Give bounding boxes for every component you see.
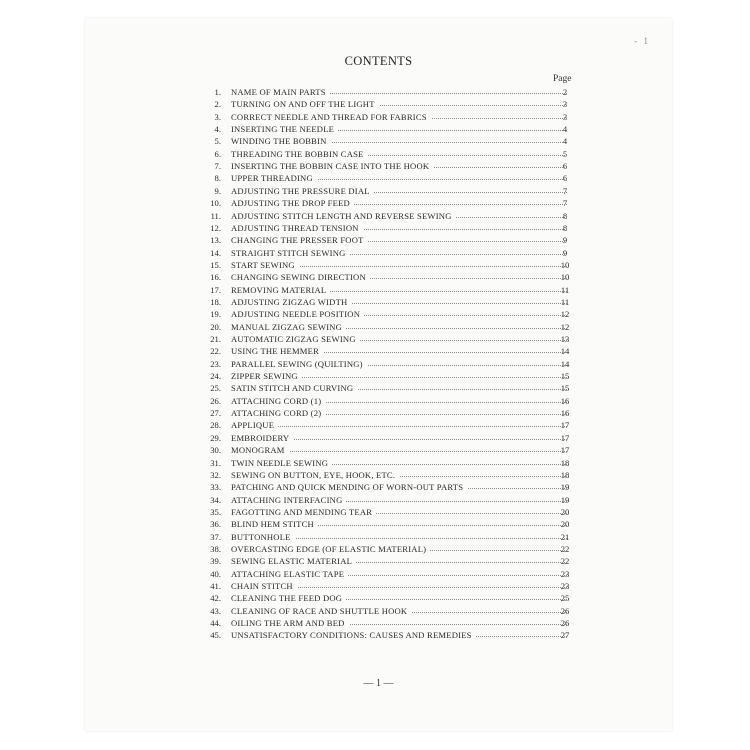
- toc-entry-page: 18: [560, 457, 570, 468]
- toc-entry: [85, 457, 672, 469]
- toc-entry-number: 15.: [210, 259, 221, 270]
- toc-entry-page: 20: [560, 519, 570, 530]
- toc-entry-page: 23: [560, 581, 570, 591]
- toc-entry-page: 7: [562, 198, 568, 209]
- toc-entry-label: OILING THE ARM AND BED: [231, 617, 349, 629]
- toc-entry: [85, 185, 672, 197]
- toc-entry-number: 20.: [210, 321, 221, 332]
- toc-entry-label: PARALLEL SEWING (QUILTING): [231, 358, 367, 370]
- toc-entry-number: 23.: [210, 358, 221, 369]
- toc-entry-label: USING THE HEMMER: [231, 345, 323, 357]
- toc-entry-label: BLIND HEM STITCH: [231, 518, 318, 530]
- toc-entry-number: 13.: [210, 235, 221, 246]
- toc-entry-page: 27: [560, 630, 570, 641]
- toc-entry-label: ADJUSTING THE PRESSURE DIAL: [231, 185, 374, 197]
- toc-entry-label: CHANGING SEWING DIRECTION: [231, 271, 370, 283]
- toc-entry-page: 8: [562, 222, 568, 233]
- page-title: CONTENTS: [344, 54, 413, 68]
- toc-entry-page: 15: [560, 383, 570, 394]
- toc-entry-number: 32.: [210, 469, 221, 480]
- toc-entry: [85, 580, 672, 592]
- toc-entry-number: 29.: [210, 432, 221, 443]
- toc-entry-page: 14: [560, 358, 570, 369]
- toc-entry-page: 13: [560, 334, 570, 344]
- toc-entry-label: ATTACHING CORD (1): [231, 395, 325, 407]
- toc-entry: [85, 222, 672, 234]
- toc-entry-page: 21: [560, 531, 570, 542]
- toc-entry-label: TWIN NEEDLE SEWING: [231, 457, 332, 469]
- toc-entry-label: REMOVING MATERIAL: [231, 284, 330, 296]
- corner-mark: - 1: [634, 36, 650, 46]
- toc-entry-label: OVERCASTING EDGE (OF ELASTIC MATERIAL): [231, 543, 430, 555]
- toc-entry-number: 22.: [210, 346, 221, 357]
- toc-entry: [85, 629, 672, 641]
- toc-entry-number: 10.: [210, 198, 221, 209]
- toc-entry: [85, 568, 672, 580]
- toc-entry: [85, 419, 672, 431]
- toc-entry-number: 24.: [210, 371, 221, 382]
- toc-entry-page: 18: [560, 469, 570, 480]
- toc-entry-label: FAGOTTING AND MENDING TEAR: [231, 506, 376, 518]
- toc-entry-label: ATTACHING ELASTIC TAPE: [231, 568, 348, 580]
- toc-entry: [85, 531, 672, 543]
- toc-entry-page: 25: [560, 593, 570, 604]
- toc-entry-page: 26: [560, 605, 570, 616]
- toc-entry-number: 14.: [210, 247, 221, 258]
- toc-entry: [85, 259, 672, 271]
- toc-entry-label: ADJUSTING ZIGZAG WIDTH: [231, 296, 351, 308]
- toc-entry: [85, 370, 672, 382]
- page-number-footer: — 1 —: [363, 678, 394, 689]
- toc-entry: [85, 160, 672, 172]
- toc-entry-label: ATTACHING CORD (2): [231, 407, 325, 419]
- toc-entry-page: 8: [562, 210, 568, 221]
- toc-entry: [85, 345, 672, 357]
- toc-entry-number: 4.: [214, 124, 221, 135]
- toc-entry-label: MONOGRAM: [231, 444, 289, 456]
- toc-entry-page: 17: [560, 445, 570, 456]
- toc-entry-number: 7.: [214, 161, 221, 172]
- toc-entry: [85, 86, 672, 98]
- toc-entry-number: 28.: [210, 420, 221, 431]
- toc-entry-label: INSERTING THE NEEDLE: [231, 123, 338, 135]
- toc-entry-label: START SEWING: [231, 259, 299, 271]
- toc-entry-label: SEWING ON BUTTON, EYE, HOOK, ETC.: [231, 469, 399, 481]
- toc-entry-number: 43.: [210, 605, 221, 616]
- toc-entry-number: 41.: [210, 581, 221, 591]
- toc-entry-number: 5.: [214, 136, 221, 147]
- toc-entry-label: ZIPPER SEWING: [231, 370, 302, 382]
- toc-entry: [85, 506, 672, 518]
- toc-entry-page: 22: [560, 556, 570, 567]
- toc-entry: [85, 111, 672, 123]
- toc-entry-page: 9: [562, 235, 568, 246]
- toc-entry-label: UPPER THREADING: [231, 172, 317, 184]
- toc-entry-label: STRAIGHT STITCH SEWING: [231, 247, 350, 259]
- page-column-header: Page: [553, 74, 572, 84]
- toc-entry-page: 11: [560, 296, 570, 307]
- toc-entry-label: APPLIQUE: [231, 419, 278, 431]
- toc-entry-label: SEWING ELASTIC MATERIAL: [231, 555, 356, 567]
- toc-entry-number: 36.: [210, 519, 221, 530]
- toc-entry-number: 9.: [214, 185, 221, 196]
- toc-entry-label: CLEANING OF RACE AND SHUTTLE HOOK: [231, 605, 411, 617]
- toc-entry-page: 3: [562, 99, 568, 110]
- toc-entry-page: 10: [560, 259, 570, 270]
- toc-entry-label: SATIN STITCH AND CURVING: [231, 382, 357, 394]
- toc-entry: [85, 555, 672, 567]
- toc-entry-page: 11: [560, 284, 570, 295]
- toc-entry-number: 37.: [210, 531, 221, 542]
- toc-entry: [85, 271, 672, 283]
- toc-entry: [85, 382, 672, 394]
- toc-entry-number: 1.: [214, 87, 221, 97]
- toc-entry-number: 33.: [210, 482, 221, 493]
- toc-entry-number: 39.: [210, 556, 221, 567]
- toc-entry: [85, 321, 672, 333]
- toc-entry-label: ATTACHING INTERFACING: [231, 494, 346, 506]
- toc-entry-label: INSERTING THE BOBBIN CASE INTO THE HOOK: [231, 160, 433, 172]
- toc-entry: [85, 234, 672, 246]
- toc-entry: [85, 592, 672, 604]
- toc-entry: [85, 543, 672, 555]
- toc-entry-page: 12: [560, 321, 570, 332]
- toc-entry-number: 12.: [210, 222, 221, 233]
- toc-entry: [85, 469, 672, 481]
- toc-entry-page: 17: [560, 420, 570, 431]
- toc-entry-label: AUTOMATIC ZIGZAG SEWING: [231, 333, 360, 345]
- toc-entry-label: ADJUSTING THE DROP FEED: [231, 197, 354, 209]
- toc-entry-page: 7: [562, 185, 568, 196]
- toc-entry-page: 5: [562, 148, 568, 159]
- toc-entry-number: 26.: [210, 395, 221, 406]
- toc-entry-page: 16: [560, 408, 570, 419]
- toc-entry-page: 12: [560, 309, 570, 320]
- toc-entry-number: 6.: [214, 148, 221, 159]
- toc-entry: [85, 444, 672, 456]
- toc-entry-label: TURNING ON AND OFF THE LIGHT: [231, 98, 379, 110]
- toc-entry-page: 15: [560, 371, 570, 382]
- toc-entry-number: 11.: [210, 210, 221, 221]
- toc-entry-number: 31.: [210, 457, 221, 468]
- toc-entry-page: 4: [562, 124, 568, 135]
- dot-leader: [235, 426, 567, 427]
- toc-entry-page: 19: [560, 494, 570, 505]
- toc-entry-number: 40.: [210, 568, 221, 579]
- toc-entry-page: 22: [560, 543, 570, 554]
- toc-entry-label: PATCHING AND QUICK MENDING OF WORN-OUT PARTS: [231, 481, 467, 493]
- toc-entry-number: 44.: [210, 618, 221, 629]
- toc-entry-label: UNSATISFACTORY CONDITIONS: CAUSES AND REMEDIES: [231, 629, 476, 641]
- toc-entry-label: CHAIN STITCH: [231, 580, 297, 592]
- toc-entry-number: 30.: [210, 445, 221, 456]
- toc-entry: [85, 481, 672, 493]
- toc-entry-page: 6: [562, 173, 568, 184]
- toc-entry: [85, 333, 672, 345]
- toc-entry: [85, 284, 672, 296]
- toc-entry-number: 16.: [210, 272, 221, 283]
- toc-entry-page: 16: [560, 395, 570, 406]
- toc-entry: [85, 494, 672, 506]
- toc-entry-page: 17: [560, 432, 570, 443]
- toc-entry-page: 23: [560, 568, 570, 579]
- toc-entry: [85, 296, 672, 308]
- toc-entry: [85, 432, 672, 444]
- toc-entry-label: WINDING THE BOBBIN: [231, 135, 331, 147]
- toc-entry: [85, 197, 672, 209]
- toc-entry-page: 26: [560, 618, 570, 629]
- toc-entry-number: 2.: [214, 99, 221, 110]
- toc-entry-number: 35.: [210, 506, 221, 517]
- toc-entry: [85, 605, 672, 617]
- toc-entry-label: BUTTONHOLE: [231, 531, 295, 543]
- toc-entry-page: 3: [562, 111, 568, 122]
- toc-entry-label: THREADING THE BOBBIN CASE: [231, 148, 368, 160]
- toc-entry-label: NAME OF MAIN PARTS: [231, 86, 330, 98]
- toc-entry: [85, 247, 672, 259]
- toc-entry-number: 21.: [210, 334, 221, 344]
- toc-entry: [85, 123, 672, 135]
- toc-entry-label: ADJUSTING STITCH LENGTH AND REVERSE SEWING: [231, 210, 456, 222]
- toc-entry-page: 2: [562, 87, 568, 97]
- toc-entry-label: CORRECT NEEDLE AND THREAD FOR FABRICS: [231, 111, 431, 123]
- toc-entry: [85, 308, 672, 320]
- toc-entry-number: 8.: [214, 173, 221, 184]
- toc-entry-number: 45.: [210, 630, 221, 641]
- toc-entry: [85, 210, 672, 222]
- toc-entry-number: 17.: [210, 284, 221, 295]
- toc-entry: [85, 407, 672, 419]
- toc-entry: [85, 395, 672, 407]
- toc-entry-page: 19: [560, 482, 570, 493]
- toc-entry-number: 38.: [210, 543, 221, 554]
- toc-entry-number: 3.: [214, 111, 221, 122]
- toc-entry: [85, 518, 672, 530]
- toc-entry-number: 18.: [210, 296, 221, 307]
- toc-entry-label: CLEANING THE FEED DOG: [231, 592, 346, 604]
- toc-entry: [85, 98, 672, 110]
- toc-entry-number: 19.: [210, 309, 221, 320]
- toc-entry-label: ADJUSTING THREAD TENSION: [231, 222, 363, 234]
- toc-entry-label: EMBROIDERY: [231, 432, 293, 444]
- toc-entry-number: 34.: [210, 494, 221, 505]
- toc-entry-number: 42.: [210, 593, 221, 604]
- toc-entry-label: MANUAL ZIGZAG SEWING: [231, 321, 346, 333]
- toc-entry: [85, 135, 672, 147]
- toc-entry-label: CHANGING THE PRESSER FOOT: [231, 234, 368, 246]
- toc-entry-number: 27.: [210, 408, 221, 419]
- toc-entry: [85, 358, 672, 370]
- toc-entry: [85, 172, 672, 184]
- toc-entry-page: 14: [560, 346, 570, 357]
- toc-entry-page: 9: [562, 247, 568, 258]
- document-page: [85, 18, 672, 731]
- toc-entry-page: 4: [562, 136, 568, 147]
- toc-entry-page: 10: [560, 272, 570, 283]
- toc-entry-page: 20: [560, 506, 570, 517]
- toc-entry: [85, 148, 672, 160]
- toc-entry: [85, 617, 672, 629]
- toc-entry-page: 6: [562, 161, 568, 172]
- toc-entry-label: ADJUSTING NEEDLE POSITION: [231, 308, 364, 320]
- toc-entry-number: 25.: [210, 383, 221, 394]
